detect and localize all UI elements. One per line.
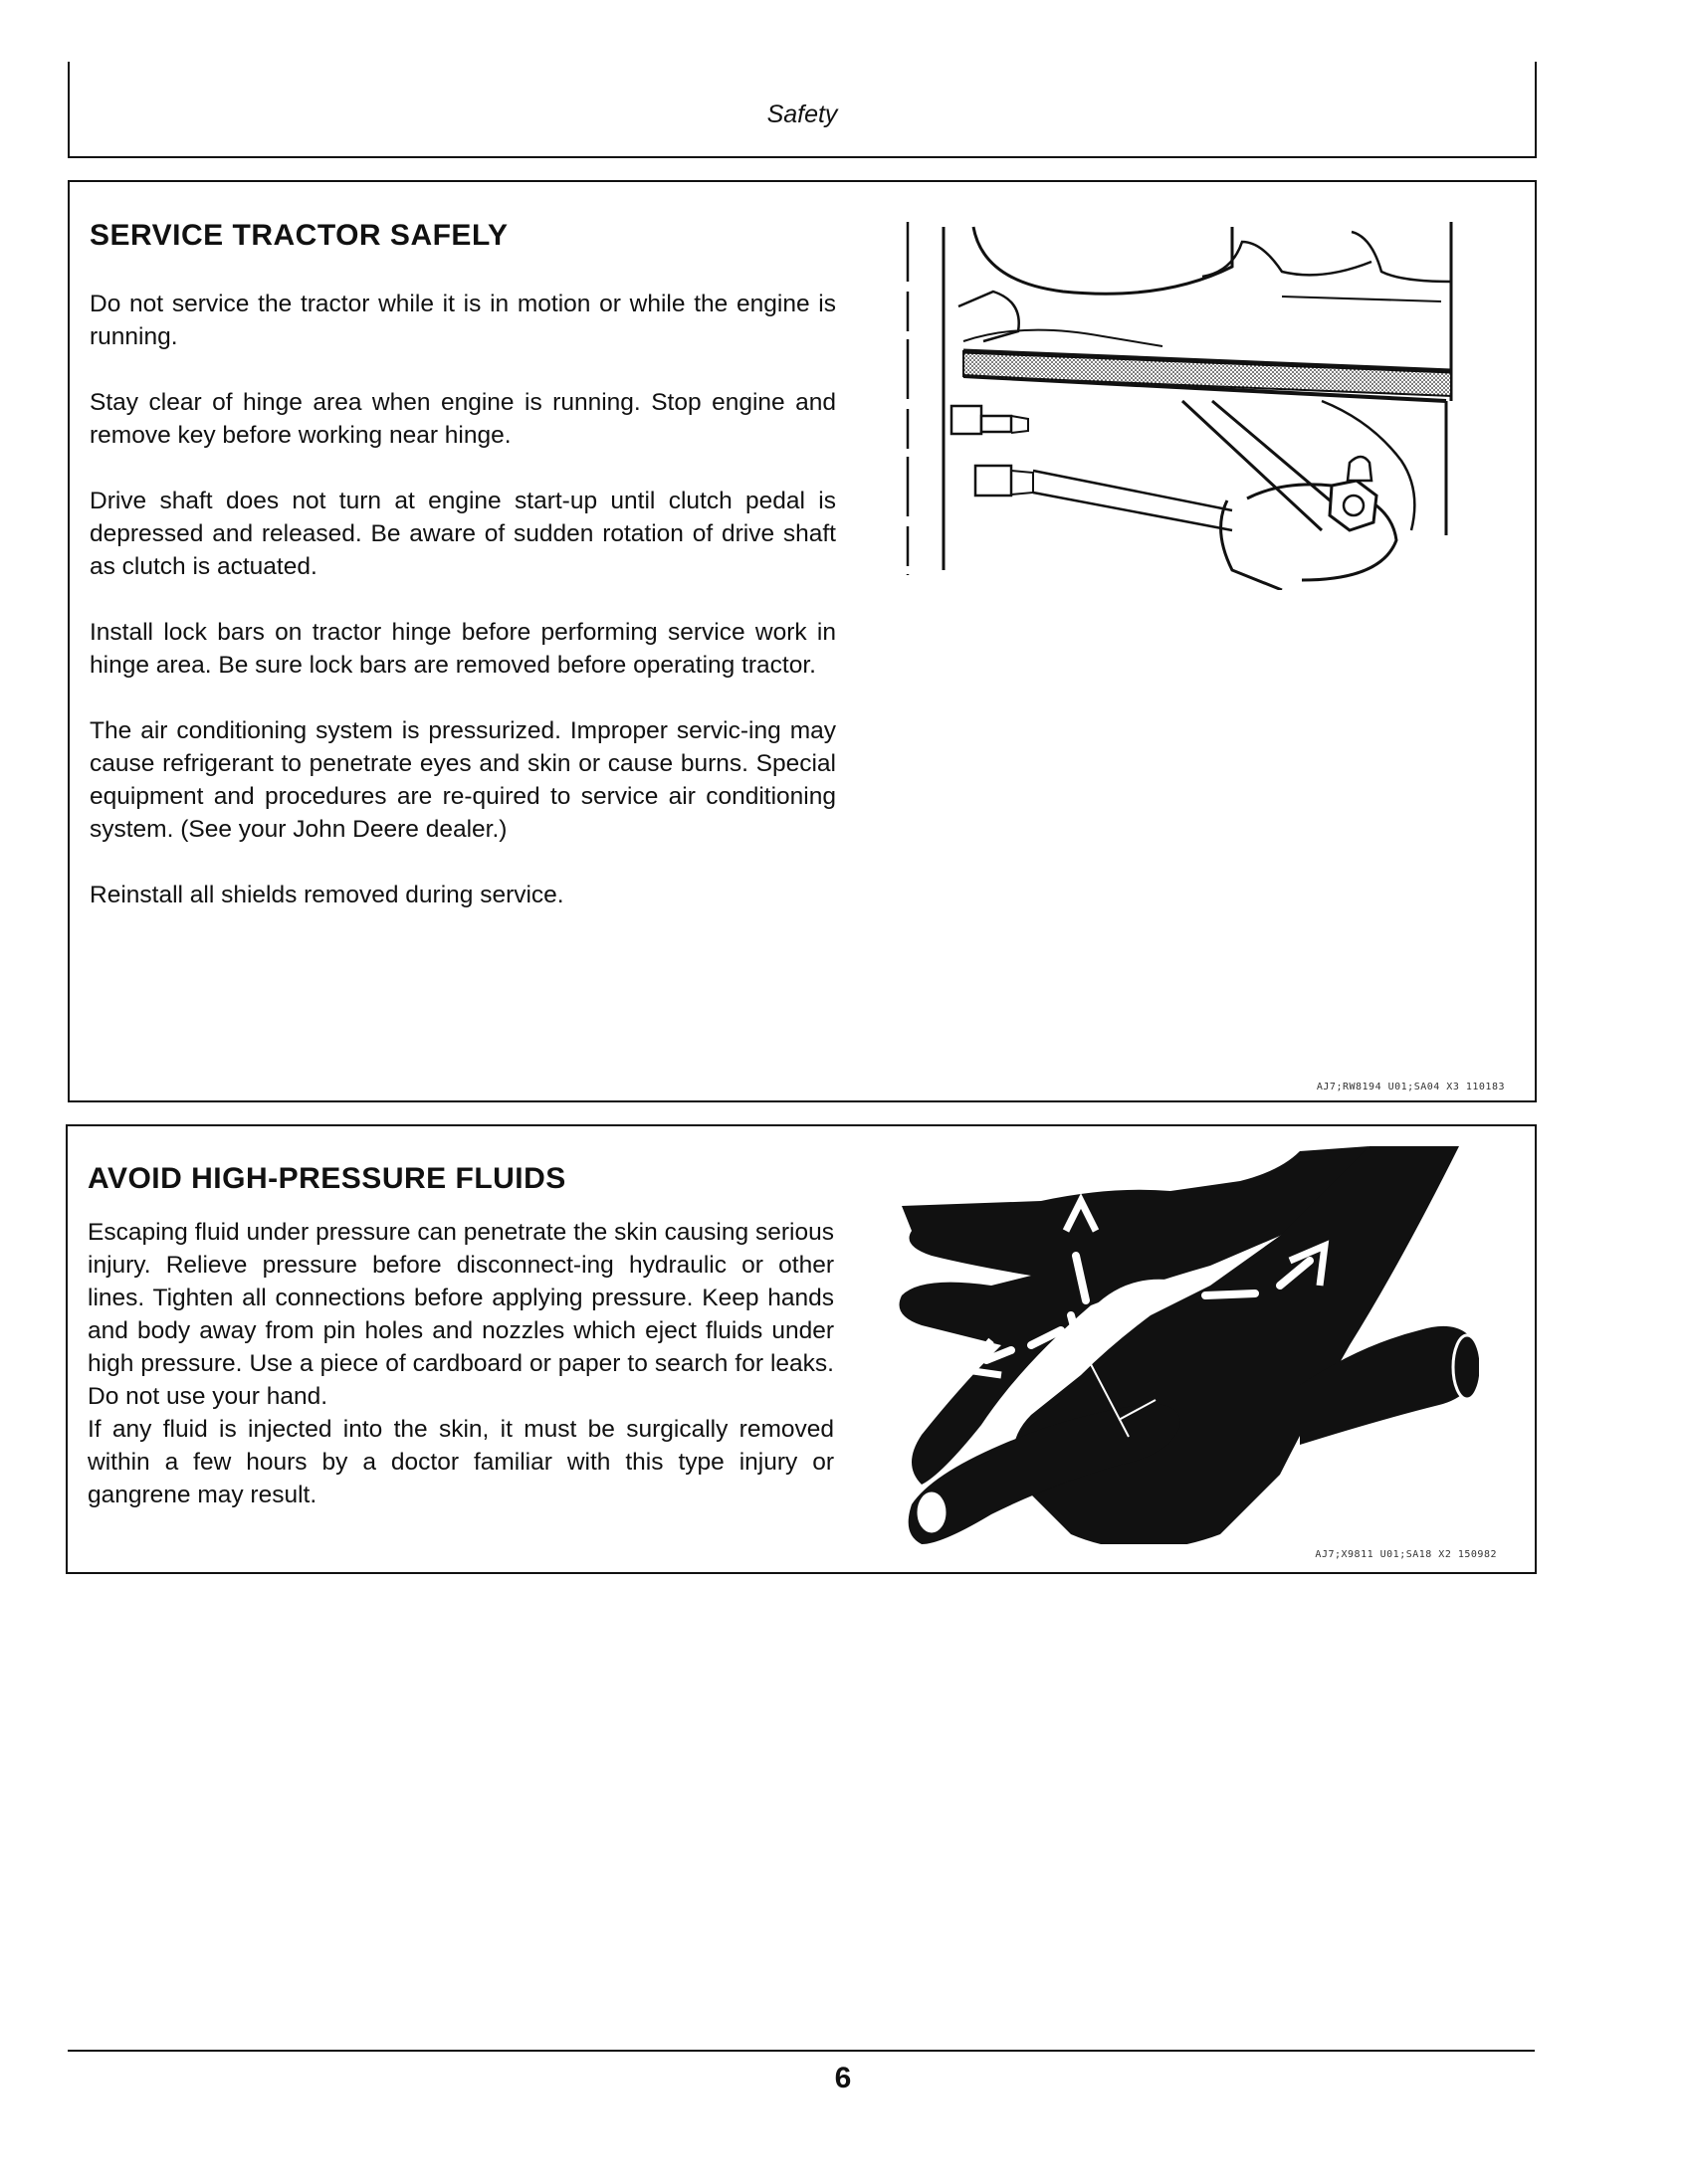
tractor-hinge-illustration — [904, 202, 1457, 590]
high-pressure-fluid-hand-illustration — [882, 1146, 1479, 1544]
paragraph: The air conditioning system is pressurized. Improper servic-ing may cause refrigerant to penetrate eyes and skin or cause burns. Special equipment and procedures are re-quired to service air conditioning system. (See your John Deere dealer.) — [90, 717, 836, 843]
section-body — [90, 288, 836, 944]
paragraph: If any fluid is injected into the skin, it must be surgically removed within a few hours by a doctor familiar with this type injury or gangrene may result. — [88, 1416, 834, 1508]
section-avoid-high-pressure-fluids — [66, 1124, 1537, 1574]
paragraph: Install lock bars on tractor hinge before performing service work in hinge area. Be sure lock bars are removed before operating tractor. — [90, 619, 836, 679]
paragraph: Stay clear of hinge area when engine is running. Stop engine and remove key before working near hinge. — [90, 389, 836, 449]
section-service-tractor-safely — [68, 180, 1537, 1102]
reference-code: AJ7;X9811 U01;SA18 X2 150982 — [1315, 1549, 1497, 1560]
section-title: AVOID HIGH-PRESSURE FLUIDS — [88, 1162, 566, 1195]
paragraph: Escaping fluid under pressure can penetrate the skin causing serious injury. Relieve pressure before disconnect-ing hydraulic or other lines. Tighten all connections before applying pressure. Keep hands and body away from pin holes and nozzles which eject fluids under high pressure. Use a piece of cardboard or paper to search for leaks. Do not use your hand. — [88, 1219, 834, 1410]
paragraph: Drive shaft does not turn at engine start-up until clutch pedal is depressed and released. Be aware of sudden rotation of drive shaft as clutch is actuated. — [90, 488, 836, 580]
page-number: 6 — [834, 2062, 852, 2094]
section-body — [88, 1216, 834, 1511]
page-header — [68, 62, 1537, 158]
section-title: SERVICE TRACTOR SAFELY — [90, 219, 509, 252]
paragraph: Do not service the tractor while it is in motion or while the engine is running. — [90, 291, 836, 350]
footer-rule — [68, 2050, 1535, 2052]
reference-code: AJ7;RW8194 U01;SA04 X3 110183 — [1316, 1082, 1505, 1092]
paragraph: Reinstall all shields removed during service. — [90, 882, 564, 908]
header-title: Safety — [766, 100, 838, 128]
